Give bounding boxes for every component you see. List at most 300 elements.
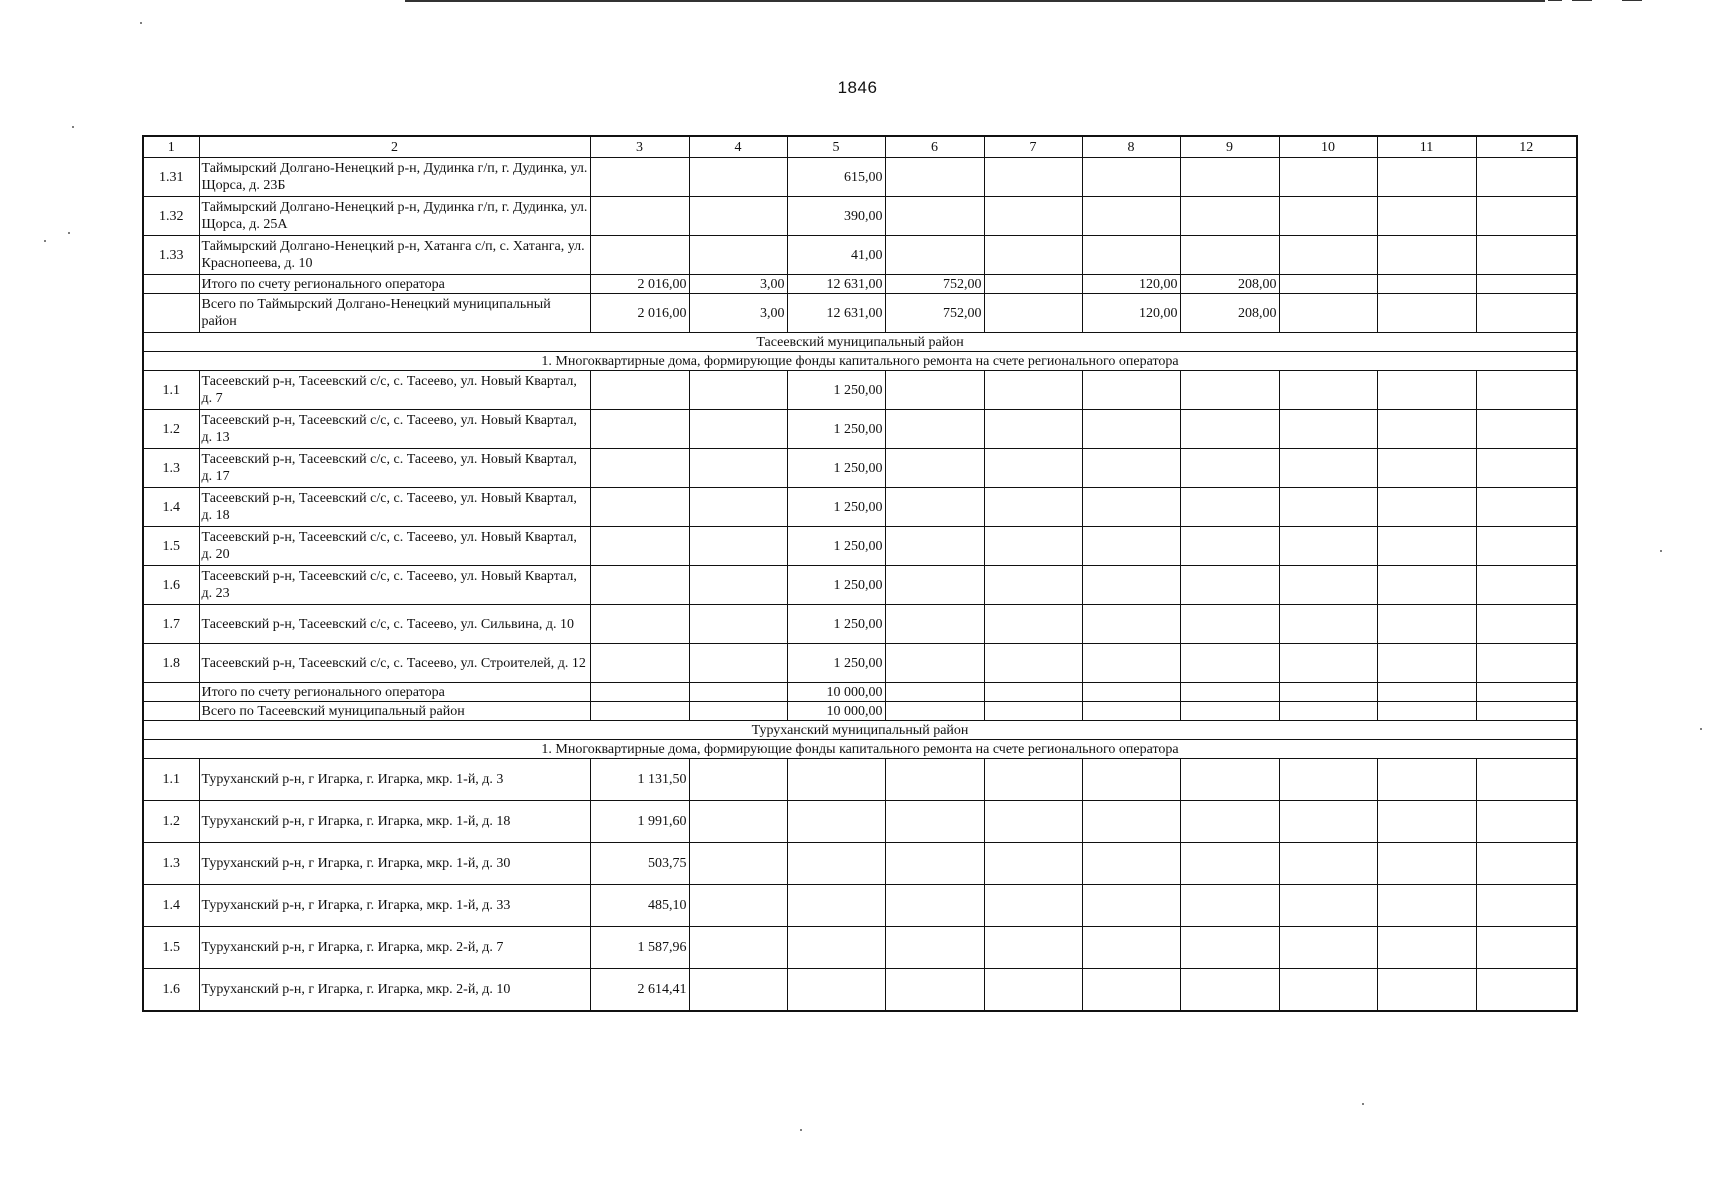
- value-cell-c12: [1476, 759, 1577, 801]
- value-cell-c3: [590, 449, 689, 488]
- value-cell-c8: [1082, 605, 1180, 644]
- value-cell-c7: [984, 969, 1082, 1012]
- row-number: 1.7: [143, 605, 199, 644]
- value-cell-c12: [1476, 197, 1577, 236]
- value-cell-c7: [984, 410, 1082, 449]
- value-cell-c6: [885, 801, 984, 843]
- row-number: 1.6: [143, 969, 199, 1012]
- value-cell-c8: [1082, 843, 1180, 885]
- row-number: 1.1: [143, 371, 199, 410]
- address-cell: Туруханский р-н, г Игарка, г. Игарка, мкр. 1-й, д. 3: [199, 759, 590, 801]
- value-cell-c6: 752,00: [885, 294, 984, 333]
- value-cell-c12: [1476, 527, 1577, 566]
- value-cell-c11: [1377, 683, 1476, 702]
- value-cell-c11: [1377, 294, 1476, 333]
- value-cell-c3: 2 016,00: [590, 294, 689, 333]
- value-cell-c9: [1180, 644, 1279, 683]
- value-cell-c12: [1476, 644, 1577, 683]
- value-cell-c4: [689, 566, 787, 605]
- value-cell-c10: [1279, 843, 1377, 885]
- scan-top-rule-dash: [1548, 0, 1562, 1]
- table-row: [143, 527, 1577, 566]
- address-cell: Тасеевский р-н, Тасеевский с/с, с. Тасеево, ул. Новый Квартал, д. 7: [199, 371, 590, 410]
- column-number: 9: [1180, 136, 1279, 158]
- value-cell-c3: [590, 410, 689, 449]
- value-cell-c8: 120,00: [1082, 275, 1180, 294]
- value-cell-c11: [1377, 197, 1476, 236]
- value-cell-c5: 12 631,00: [787, 275, 885, 294]
- value-cell-c4: [689, 843, 787, 885]
- value-cell-c7: [984, 759, 1082, 801]
- value-cell-c8: 120,00: [1082, 294, 1180, 333]
- value-cell-c8: [1082, 236, 1180, 275]
- row-number: 1.2: [143, 410, 199, 449]
- address-cell: Таймырский Долгано-Ненецкий р-н, Хатанга с/п, с. Хатанга, ул. Краснопеева, д. 10: [199, 236, 590, 275]
- value-cell-c7: [984, 158, 1082, 197]
- table-row: [143, 488, 1577, 527]
- row-number: 1.8: [143, 644, 199, 683]
- value-cell-c4: [689, 605, 787, 644]
- column-number: 12: [1476, 136, 1577, 158]
- value-cell-c3: [590, 527, 689, 566]
- value-cell-c6: [885, 969, 984, 1012]
- table-row: [143, 801, 1577, 843]
- value-cell-c4: [689, 702, 787, 721]
- value-cell-c7: [984, 275, 1082, 294]
- value-cell-c6: [885, 644, 984, 683]
- table-row: [143, 683, 1577, 702]
- scan-top-rule: [405, 0, 1545, 2]
- value-cell-c8: [1082, 969, 1180, 1012]
- value-cell-c12: [1476, 410, 1577, 449]
- value-cell-c10: [1279, 294, 1377, 333]
- value-cell-c11: [1377, 410, 1476, 449]
- value-cell-c10: [1279, 410, 1377, 449]
- value-cell-c11: [1377, 605, 1476, 644]
- value-cell-c9: [1180, 236, 1279, 275]
- value-cell-c3: 1 587,96: [590, 927, 689, 969]
- value-cell-c10: [1279, 371, 1377, 410]
- column-number: 3: [590, 136, 689, 158]
- value-cell-c6: [885, 197, 984, 236]
- table-row: [143, 843, 1577, 885]
- value-cell-c11: [1377, 969, 1476, 1012]
- value-cell-c12: [1476, 885, 1577, 927]
- value-cell-c4: [689, 885, 787, 927]
- value-cell-c3: 2 016,00: [590, 275, 689, 294]
- row-number: 1.6: [143, 566, 199, 605]
- value-cell-c4: [689, 759, 787, 801]
- value-cell-c12: [1476, 702, 1577, 721]
- value-cell-c5: 1 250,00: [787, 527, 885, 566]
- value-cell-c3: 2 614,41: [590, 969, 689, 1012]
- section-header-row: [143, 740, 1577, 759]
- value-cell-c4: [689, 158, 787, 197]
- address-cell: Тасеевский р-н, Тасеевский с/с, с. Тасеево, ул. Новый Квартал, д. 13: [199, 410, 590, 449]
- value-cell-c12: [1476, 236, 1577, 275]
- value-cell-c7: [984, 605, 1082, 644]
- value-cell-c5: 1 250,00: [787, 371, 885, 410]
- address-cell: Итого по счету регионального оператора: [199, 275, 590, 294]
- value-cell-c5: [787, 885, 885, 927]
- value-cell-c9: 208,00: [1180, 294, 1279, 333]
- section-header-row: [143, 352, 1577, 371]
- value-cell-c9: [1180, 683, 1279, 702]
- value-cell-c9: [1180, 843, 1279, 885]
- scan-speck: [72, 126, 74, 128]
- address-cell: Тасеевский р-н, Тасеевский с/с, с. Тасеево, ул. Новый Квартал, д. 18: [199, 488, 590, 527]
- capital-repair-table: [142, 135, 1578, 1012]
- value-cell-c4: [689, 488, 787, 527]
- scan-speck: [140, 22, 142, 24]
- row-number: [143, 275, 199, 294]
- row-number: 1.1: [143, 759, 199, 801]
- value-cell-c5: [787, 927, 885, 969]
- address-cell: Итого по счету регионального оператора: [199, 683, 590, 702]
- address-cell: Тасеевский р-н, Тасеевский с/с, с. Тасеево, ул. Строителей, д. 12: [199, 644, 590, 683]
- value-cell-c8: [1082, 885, 1180, 927]
- value-cell-c9: [1180, 410, 1279, 449]
- row-number: [143, 702, 199, 721]
- page-number: 1846: [837, 78, 878, 97]
- value-cell-c4: [689, 527, 787, 566]
- value-cell-c7: [984, 566, 1082, 605]
- address-cell: Туруханский р-н, г Игарка, г. Игарка, мкр. 1-й, д. 33: [199, 885, 590, 927]
- column-number: 8: [1082, 136, 1180, 158]
- value-cell-c11: [1377, 158, 1476, 197]
- value-cell-c12: [1476, 488, 1577, 527]
- value-cell-c12: [1476, 449, 1577, 488]
- value-cell-c6: [885, 566, 984, 605]
- value-cell-c4: [689, 683, 787, 702]
- value-cell-c3: [590, 197, 689, 236]
- value-cell-c10: [1279, 801, 1377, 843]
- value-cell-c10: [1279, 197, 1377, 236]
- value-cell-c5: 1 250,00: [787, 410, 885, 449]
- address-cell: Туруханский р-н, г Игарка, г. Игарка, мкр. 2-й, д. 10: [199, 969, 590, 1012]
- value-cell-c8: [1082, 158, 1180, 197]
- table-row: [143, 449, 1577, 488]
- value-cell-c3: [590, 644, 689, 683]
- value-cell-c9: [1180, 488, 1279, 527]
- value-cell-c8: [1082, 801, 1180, 843]
- section-title: Тасеевский муниципальный район: [143, 333, 1577, 352]
- value-cell-c4: 3,00: [689, 294, 787, 333]
- address-cell: Всего по Таймырский Долгано-Ненецкий муниципальный район: [199, 294, 590, 333]
- row-number: 1.4: [143, 885, 199, 927]
- value-cell-c9: [1180, 759, 1279, 801]
- value-cell-c8: [1082, 759, 1180, 801]
- value-cell-c5: 1 250,00: [787, 644, 885, 683]
- value-cell-c12: [1476, 566, 1577, 605]
- column-number: 2: [199, 136, 590, 158]
- value-cell-c7: [984, 236, 1082, 275]
- value-cell-c7: [984, 927, 1082, 969]
- row-number: 1.5: [143, 527, 199, 566]
- value-cell-c9: [1180, 158, 1279, 197]
- value-cell-c11: [1377, 927, 1476, 969]
- value-cell-c5: 12 631,00: [787, 294, 885, 333]
- table-row: [143, 410, 1577, 449]
- value-cell-c8: [1082, 566, 1180, 605]
- value-cell-c4: [689, 197, 787, 236]
- value-cell-c10: [1279, 488, 1377, 527]
- scan-speck: [1660, 550, 1662, 552]
- value-cell-c10: [1279, 275, 1377, 294]
- section-title: 1. Многоквартирные дома, формирующие фонды капитального ремонта на счете регионального оператора: [143, 740, 1577, 759]
- value-cell-c4: [689, 644, 787, 683]
- table-row: [143, 702, 1577, 721]
- value-cell-c7: [984, 885, 1082, 927]
- value-cell-c6: [885, 885, 984, 927]
- table-row: [143, 927, 1577, 969]
- row-number: 1.32: [143, 197, 199, 236]
- table-row: [143, 294, 1577, 333]
- value-cell-c11: [1377, 801, 1476, 843]
- value-cell-c11: [1377, 843, 1476, 885]
- table-row: [143, 644, 1577, 683]
- value-cell-c5: 10 000,00: [787, 702, 885, 721]
- value-cell-c9: [1180, 885, 1279, 927]
- value-cell-c12: [1476, 927, 1577, 969]
- table-row: [143, 969, 1577, 1012]
- value-cell-c10: [1279, 683, 1377, 702]
- value-cell-c10: [1279, 449, 1377, 488]
- value-cell-c8: [1082, 683, 1180, 702]
- value-cell-c3: [590, 683, 689, 702]
- value-cell-c7: [984, 683, 1082, 702]
- value-cell-c10: [1279, 566, 1377, 605]
- address-cell: Всего по Тасеевский муниципальный район: [199, 702, 590, 721]
- row-number: 1.2: [143, 801, 199, 843]
- value-cell-c8: [1082, 371, 1180, 410]
- value-cell-c10: [1279, 702, 1377, 721]
- value-cell-c5: 615,00: [787, 158, 885, 197]
- address-cell: Тасеевский р-н, Тасеевский с/с, с. Тасеево, ул. Сильвина, д. 10: [199, 605, 590, 644]
- value-cell-c10: [1279, 236, 1377, 275]
- value-cell-c3: [590, 371, 689, 410]
- value-cell-c11: [1377, 885, 1476, 927]
- value-cell-c6: [885, 702, 984, 721]
- table-row: [143, 605, 1577, 644]
- scan-speck: [68, 232, 70, 234]
- row-number: 1.5: [143, 927, 199, 969]
- value-cell-c6: [885, 527, 984, 566]
- value-cell-c6: [885, 158, 984, 197]
- value-cell-c6: [885, 371, 984, 410]
- column-number: 11: [1377, 136, 1476, 158]
- value-cell-c5: 41,00: [787, 236, 885, 275]
- value-cell-c3: [590, 158, 689, 197]
- value-cell-c6: [885, 605, 984, 644]
- value-cell-c7: [984, 488, 1082, 527]
- value-cell-c8: [1082, 927, 1180, 969]
- value-cell-c8: [1082, 702, 1180, 721]
- table-row: [143, 158, 1577, 197]
- value-cell-c6: [885, 927, 984, 969]
- column-number: 5: [787, 136, 885, 158]
- row-number: 1.3: [143, 449, 199, 488]
- value-cell-c8: [1082, 644, 1180, 683]
- value-cell-c4: [689, 371, 787, 410]
- value-cell-c8: [1082, 527, 1180, 566]
- value-cell-c3: 1 131,50: [590, 759, 689, 801]
- value-cell-c12: [1476, 158, 1577, 197]
- address-cell: Тасеевский р-н, Тасеевский с/с, с. Тасеево, ул. Новый Квартал, д. 17: [199, 449, 590, 488]
- value-cell-c10: [1279, 885, 1377, 927]
- section-header-row: [143, 333, 1577, 352]
- value-cell-c4: [689, 449, 787, 488]
- row-number: [143, 683, 199, 702]
- value-cell-c9: [1180, 371, 1279, 410]
- value-cell-c4: [689, 410, 787, 449]
- value-cell-c5: 390,00: [787, 197, 885, 236]
- value-cell-c7: [984, 371, 1082, 410]
- address-cell: Тасеевский р-н, Тасеевский с/с, с. Тасеево, ул. Новый Квартал, д. 20: [199, 527, 590, 566]
- value-cell-c6: [885, 488, 984, 527]
- column-number: 7: [984, 136, 1082, 158]
- value-cell-c11: [1377, 527, 1476, 566]
- value-cell-c4: [689, 236, 787, 275]
- table-row: [143, 566, 1577, 605]
- table-row: [143, 371, 1577, 410]
- table-row: [143, 197, 1577, 236]
- row-number: 1.31: [143, 158, 199, 197]
- value-cell-c6: [885, 449, 984, 488]
- scan-speck: [1700, 728, 1702, 730]
- section-header-row: [143, 721, 1577, 740]
- value-cell-c6: [885, 843, 984, 885]
- value-cell-c6: 752,00: [885, 275, 984, 294]
- value-cell-c9: [1180, 605, 1279, 644]
- value-cell-c10: [1279, 158, 1377, 197]
- value-cell-c9: [1180, 197, 1279, 236]
- section-title: Туруханский муниципальный район: [143, 721, 1577, 740]
- value-cell-c12: [1476, 969, 1577, 1012]
- value-cell-c5: 1 250,00: [787, 488, 885, 527]
- value-cell-c10: [1279, 969, 1377, 1012]
- value-cell-c9: [1180, 927, 1279, 969]
- address-cell: Туруханский р-н, г Игарка, г. Игарка, мкр. 1-й, д. 30: [199, 843, 590, 885]
- row-number: 1.3: [143, 843, 199, 885]
- address-cell: Туруханский р-н, г Игарка, г. Игарка, мкр. 2-й, д. 7: [199, 927, 590, 969]
- value-cell-c8: [1082, 488, 1180, 527]
- value-cell-c12: [1476, 294, 1577, 333]
- row-number: 1.4: [143, 488, 199, 527]
- value-cell-c7: [984, 449, 1082, 488]
- value-cell-c11: [1377, 371, 1476, 410]
- value-cell-c8: [1082, 197, 1180, 236]
- value-cell-c4: [689, 969, 787, 1012]
- value-cell-c6: [885, 683, 984, 702]
- value-cell-c10: [1279, 605, 1377, 644]
- value-cell-c3: [590, 236, 689, 275]
- value-cell-c6: [885, 759, 984, 801]
- address-cell: Таймырский Долгано-Ненецкий р-н, Дудинка г/п, г. Дудинка, ул. Щорса, д. 23Б: [199, 158, 590, 197]
- table-row: [143, 275, 1577, 294]
- value-cell-c7: [984, 644, 1082, 683]
- column-number: 4: [689, 136, 787, 158]
- address-cell: Туруханский р-н, г Игарка, г. Игарка, мкр. 1-й, д. 18: [199, 801, 590, 843]
- value-cell-c12: [1476, 801, 1577, 843]
- table-row: [143, 236, 1577, 275]
- value-cell-c10: [1279, 759, 1377, 801]
- scan-speck: [800, 1129, 802, 1131]
- value-cell-c11: [1377, 275, 1476, 294]
- value-cell-c12: [1476, 843, 1577, 885]
- value-cell-c11: [1377, 702, 1476, 721]
- value-cell-c3: [590, 488, 689, 527]
- value-cell-c6: [885, 236, 984, 275]
- value-cell-c4: [689, 801, 787, 843]
- value-cell-c9: [1180, 566, 1279, 605]
- value-cell-c4: [689, 927, 787, 969]
- address-cell: Таймырский Долгано-Ненецкий р-н, Дудинка г/п, г. Дудинка, ул. Щорса, д. 25А: [199, 197, 590, 236]
- value-cell-c5: [787, 759, 885, 801]
- value-cell-c11: [1377, 488, 1476, 527]
- column-number: 10: [1279, 136, 1377, 158]
- value-cell-c9: [1180, 702, 1279, 721]
- row-number: [143, 294, 199, 333]
- section-title: 1. Многоквартирные дома, формирующие фонды капитального ремонта на счете регионального оператора: [143, 352, 1577, 371]
- value-cell-c10: [1279, 527, 1377, 566]
- value-cell-c8: [1082, 449, 1180, 488]
- value-cell-c9: [1180, 801, 1279, 843]
- scan-top-rule-dash: [1572, 0, 1592, 1]
- value-cell-c3: 503,75: [590, 843, 689, 885]
- table-row: [143, 885, 1577, 927]
- scan-speck: [44, 240, 46, 242]
- value-cell-c3: 485,10: [590, 885, 689, 927]
- value-cell-c5: [787, 969, 885, 1012]
- address-cell: Тасеевский р-н, Тасеевский с/с, с. Тасеево, ул. Новый Квартал, д. 23: [199, 566, 590, 605]
- table-body: [143, 158, 1577, 1012]
- column-number-header: [143, 136, 1577, 158]
- value-cell-c5: [787, 801, 885, 843]
- value-cell-c11: [1377, 759, 1476, 801]
- value-cell-c10: [1279, 927, 1377, 969]
- scan-speck: [1362, 1103, 1364, 1105]
- value-cell-c3: [590, 702, 689, 721]
- value-cell-c7: [984, 197, 1082, 236]
- value-cell-c9: 208,00: [1180, 275, 1279, 294]
- value-cell-c11: [1377, 566, 1476, 605]
- value-cell-c7: [984, 843, 1082, 885]
- value-cell-c12: [1476, 605, 1577, 644]
- column-number: 1: [143, 136, 199, 158]
- value-cell-c12: [1476, 683, 1577, 702]
- value-cell-c5: 1 250,00: [787, 605, 885, 644]
- table-row: [143, 759, 1577, 801]
- value-cell-c9: [1180, 449, 1279, 488]
- row-number: 1.33: [143, 236, 199, 275]
- value-cell-c7: [984, 527, 1082, 566]
- value-cell-c3: [590, 566, 689, 605]
- value-cell-c10: [1279, 644, 1377, 683]
- value-cell-c7: [984, 702, 1082, 721]
- value-cell-c5: 1 250,00: [787, 449, 885, 488]
- value-cell-c3: [590, 605, 689, 644]
- value-cell-c5: [787, 843, 885, 885]
- value-cell-c12: [1476, 275, 1577, 294]
- value-cell-c3: 1 991,60: [590, 801, 689, 843]
- value-cell-c11: [1377, 449, 1476, 488]
- column-number: 6: [885, 136, 984, 158]
- value-cell-c5: 10 000,00: [787, 683, 885, 702]
- value-cell-c7: [984, 294, 1082, 333]
- value-cell-c9: [1180, 527, 1279, 566]
- value-cell-c8: [1082, 410, 1180, 449]
